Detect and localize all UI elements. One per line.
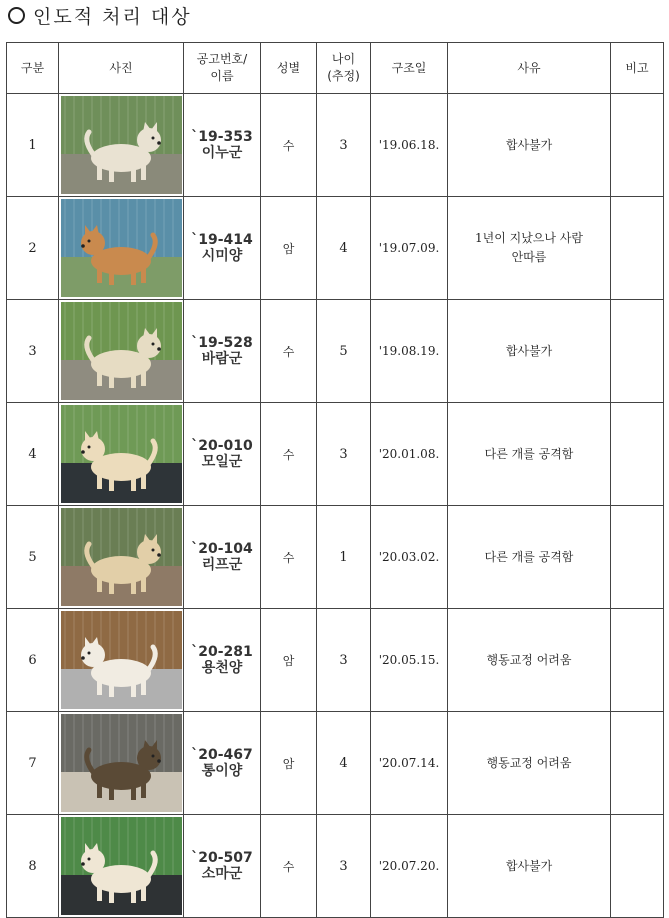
table-row <box>7 197 664 300</box>
dog-photo <box>61 508 182 606</box>
cell-rescue <box>371 300 448 403</box>
cell-reason <box>448 506 611 609</box>
dog-name: 이누군 <box>201 145 243 161</box>
header-photo: 사진 <box>59 43 184 94</box>
cell-photo <box>59 506 184 609</box>
header-notice <box>184 43 261 94</box>
dog-illustration <box>61 405 182 503</box>
cell-no <box>7 300 59 403</box>
dog-name: 시미양 <box>201 248 243 264</box>
dog-age: 4 <box>339 240 348 256</box>
circle-bullet-icon <box>8 7 25 24</box>
reason-line1: 합사불가 <box>505 343 553 358</box>
header-age-line1: 나이 <box>331 52 356 66</box>
cell-no <box>7 94 59 197</box>
cell-photo <box>59 815 184 918</box>
cell-photo <box>59 712 184 815</box>
cell-note <box>611 94 664 197</box>
cell-sex <box>261 609 317 712</box>
dog-sex: 수 <box>282 344 295 359</box>
dog-name: 바람군 <box>201 351 243 367</box>
dog-sex: 암 <box>282 756 295 771</box>
cell-notice <box>184 300 261 403</box>
dog-name: 리프군 <box>201 557 243 573</box>
row-no: 6 <box>28 652 37 668</box>
cell-reason <box>448 815 611 918</box>
cell-notice <box>184 403 261 506</box>
row-no: 5 <box>28 549 37 565</box>
cell-note <box>611 609 664 712</box>
cell-note <box>611 300 664 403</box>
header-sex: 성별 <box>261 43 317 94</box>
cell-age <box>317 815 371 918</box>
cell-note <box>611 403 664 506</box>
dog-illustration <box>61 508 182 606</box>
rescue-date: '20.05.15. <box>378 653 440 667</box>
cell-reason <box>448 609 611 712</box>
cell-notice <box>184 197 261 300</box>
cell-sex <box>261 506 317 609</box>
table-row <box>7 712 664 815</box>
dog-sex: 수 <box>282 138 295 153</box>
dog-age: 3 <box>339 858 348 874</box>
cell-rescue <box>371 403 448 506</box>
notice-code: `20-104 <box>191 541 253 557</box>
table-row <box>7 609 664 712</box>
reason-line2: 안따름 <box>511 250 547 264</box>
dog-name: 모일군 <box>201 454 243 470</box>
notice-code: `20-281 <box>191 644 253 660</box>
cell-photo <box>59 94 184 197</box>
table-row <box>7 94 664 197</box>
header-note: 비고 <box>611 43 664 94</box>
cell-age <box>317 609 371 712</box>
dog-name: 용천양 <box>201 660 243 676</box>
cell-reason <box>448 300 611 403</box>
dog-illustration <box>61 199 182 297</box>
reason-line1: 합사불가 <box>505 137 553 152</box>
cell-reason <box>448 197 611 300</box>
row-no: 8 <box>28 858 37 874</box>
dog-age: 3 <box>339 652 348 668</box>
cell-sex <box>261 300 317 403</box>
rescue-date: '20.01.08. <box>378 447 440 461</box>
dog-age: 5 <box>339 343 348 359</box>
cell-sex <box>261 712 317 815</box>
table-row <box>7 403 664 506</box>
table-row <box>7 300 664 403</box>
notice-code: `19-414 <box>191 232 253 248</box>
dog-sex: 수 <box>282 447 295 462</box>
notice-code: `20-010 <box>191 438 253 454</box>
cell-age <box>317 506 371 609</box>
table-row <box>7 506 664 609</box>
dog-photo <box>61 199 182 297</box>
cell-no <box>7 506 59 609</box>
reason-line1: 행동교정 어려움 <box>486 652 572 667</box>
dog-illustration <box>61 302 182 400</box>
cell-no <box>7 609 59 712</box>
notice-code: `19-528 <box>191 335 253 351</box>
rescue-date: '19.06.18. <box>378 138 440 152</box>
rescue-date: '19.08.19. <box>378 344 440 358</box>
dog-age: 3 <box>339 137 348 153</box>
cell-age <box>317 197 371 300</box>
dog-name: 통이양 <box>201 763 243 779</box>
cell-no <box>7 197 59 300</box>
rescue-date: '19.07.09. <box>378 241 440 255</box>
dog-age: 1 <box>339 549 348 565</box>
dog-illustration <box>61 817 182 915</box>
cell-note <box>611 712 664 815</box>
cell-note <box>611 197 664 300</box>
cell-no <box>7 815 59 918</box>
cell-sex <box>261 403 317 506</box>
page-title <box>8 2 192 29</box>
dog-photo <box>61 96 182 194</box>
cell-notice <box>184 94 261 197</box>
dog-sex: 수 <box>282 550 295 565</box>
rescue-date: '20.07.14. <box>378 756 440 770</box>
cell-sex <box>261 94 317 197</box>
reason-line1: 1년이 지났으나 사람 <box>474 231 583 245</box>
page-title-text: 인도적 처리 대상 <box>33 6 192 28</box>
header-rescue: 구조일 <box>371 43 448 94</box>
notice-code: `20-507 <box>191 850 253 866</box>
dog-photo <box>61 714 182 812</box>
table-header-row <box>7 43 664 94</box>
dog-photo <box>61 302 182 400</box>
row-no: 4 <box>28 446 37 462</box>
header-reason: 사유 <box>448 43 611 94</box>
dog-illustration <box>61 96 182 194</box>
cell-rescue <box>371 815 448 918</box>
rescue-date: '20.03.02. <box>378 550 440 564</box>
table-row <box>7 815 664 918</box>
cell-rescue <box>371 506 448 609</box>
dog-photo <box>61 611 182 709</box>
cell-photo <box>59 197 184 300</box>
cell-age <box>317 403 371 506</box>
dog-illustration <box>61 611 182 709</box>
header-no: 구분 <box>7 43 59 94</box>
dog-age: 4 <box>339 755 348 771</box>
row-no: 7 <box>28 755 37 771</box>
reason-line1: 다른 개를 공격함 <box>484 446 574 461</box>
cell-sex <box>261 197 317 300</box>
reason-line1: 다른 개를 공격함 <box>484 549 574 564</box>
notice-code: `19-353 <box>191 129 253 145</box>
cell-rescue <box>371 609 448 712</box>
cell-rescue <box>371 94 448 197</box>
cell-age <box>317 300 371 403</box>
cell-sex <box>261 815 317 918</box>
rescue-date: '20.07.20. <box>378 859 440 873</box>
cell-rescue <box>371 712 448 815</box>
cell-photo <box>59 300 184 403</box>
dog-name: 소마군 <box>201 866 243 882</box>
row-no: 1 <box>28 137 37 153</box>
cell-reason <box>448 712 611 815</box>
row-no: 3 <box>28 343 37 359</box>
cell-notice <box>184 815 261 918</box>
dog-age: 3 <box>339 446 348 462</box>
cell-no <box>7 403 59 506</box>
dog-photo <box>61 405 182 503</box>
dog-photo <box>61 817 182 915</box>
header-age-line2: (추정) <box>327 69 360 83</box>
cell-photo <box>59 609 184 712</box>
cell-reason <box>448 403 611 506</box>
cell-reason <box>448 94 611 197</box>
cell-age <box>317 94 371 197</box>
cell-rescue <box>371 197 448 300</box>
cell-notice <box>184 712 261 815</box>
cell-note <box>611 815 664 918</box>
cell-photo <box>59 403 184 506</box>
cell-notice <box>184 506 261 609</box>
dog-sex: 암 <box>282 653 295 668</box>
dog-sex: 암 <box>282 241 295 256</box>
row-no: 2 <box>28 240 37 256</box>
header-notice-line2: 이름 <box>210 69 234 83</box>
dog-illustration <box>61 714 182 812</box>
reason-line1: 행동교정 어려움 <box>486 755 572 770</box>
cell-notice <box>184 609 261 712</box>
header-notice-line1: 공고번호/ <box>196 52 248 66</box>
notice-code: `20-467 <box>191 747 253 763</box>
reason-line1: 합사불가 <box>505 858 553 873</box>
dog-sex: 수 <box>282 859 295 874</box>
header-age <box>317 43 371 94</box>
cell-age <box>317 712 371 815</box>
cell-no <box>7 712 59 815</box>
cell-note <box>611 506 664 609</box>
dog-table <box>6 42 664 918</box>
